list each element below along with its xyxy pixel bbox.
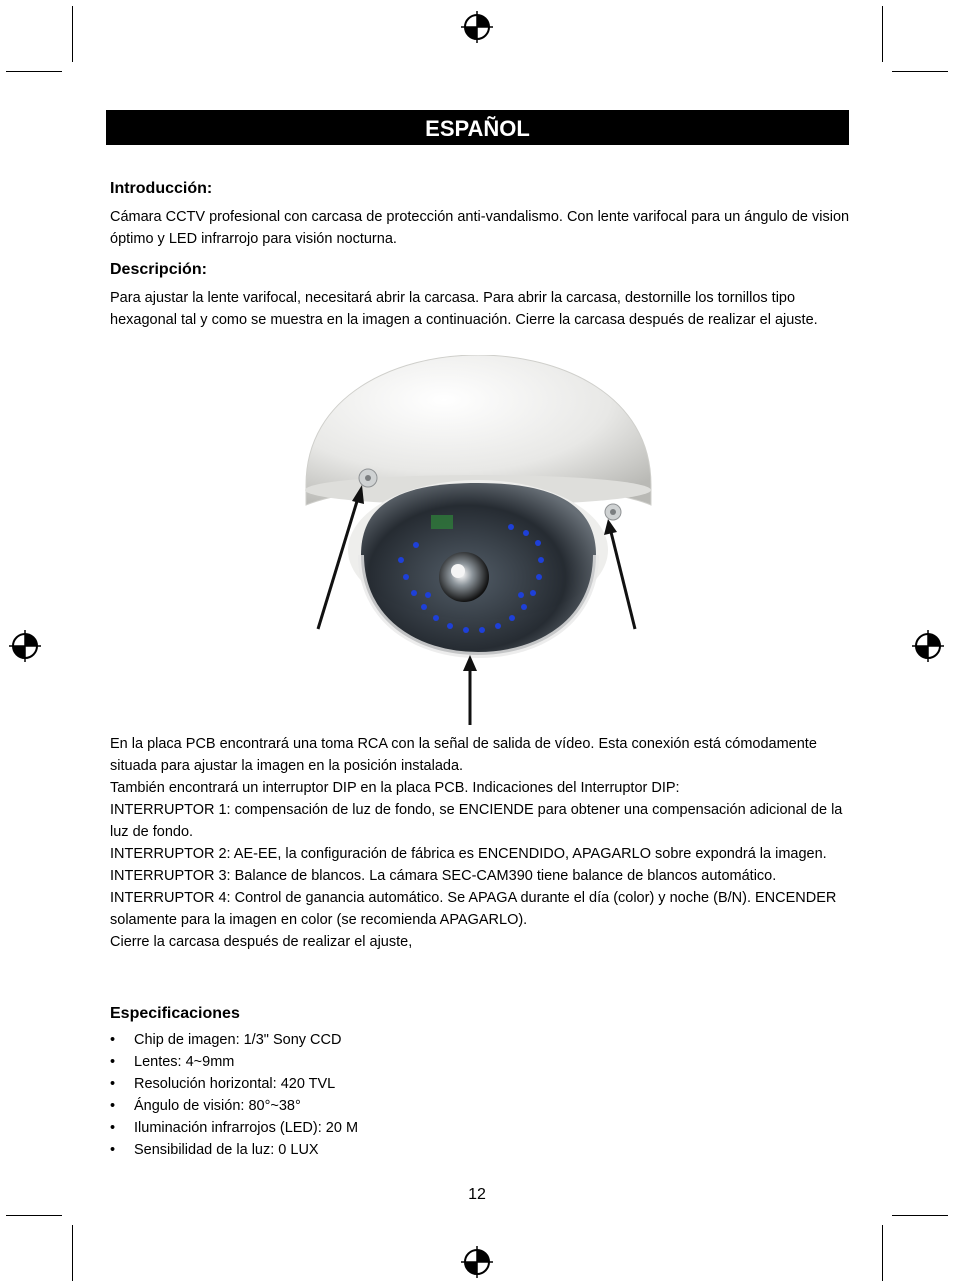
crop-mark	[72, 6, 73, 62]
bullet-icon: •	[110, 1142, 116, 1158]
crop-mark	[882, 6, 883, 62]
list-item: • Ángulo de visión: 80°~38°	[110, 1095, 810, 1117]
bullet-icon: •	[110, 1076, 116, 1092]
bullet-icon: •	[110, 1120, 116, 1136]
specs-list	[110, 1029, 810, 1161]
list-item: • Chip de imagen: 1/3" Sony CCD	[110, 1029, 810, 1051]
language-banner: ESPAÑOL	[106, 110, 849, 145]
page-number: 12	[468, 1186, 486, 1203]
list-item: • Resolución horizontal: 420 TVL	[110, 1073, 810, 1095]
intro-text: Cámara CCTV profesional con carcasa de protección anti-vandalismo. Con lente varifocal para un ángulo de vision óptimo y LED infrarrojo para visión nocturna.	[110, 209, 850, 247]
crop-mark	[892, 71, 948, 72]
camera-lens	[439, 552, 489, 602]
registration-mark-icon	[460, 10, 494, 44]
arrow-right	[611, 532, 635, 629]
registration-mark-icon	[8, 629, 42, 663]
detail-paragraph: INTERRUPTOR 1: compensación de luz de fondo, se ENCIENDE para obtener una compensación adicional de la luz de fondo.	[110, 802, 843, 840]
detail-paragraph: INTERRUPTOR 3: Balance de blancos. La cámara SEC-CAM390 tiene balance de blancos automático.	[110, 868, 777, 884]
specs-heading: Especificaciones	[110, 1005, 240, 1022]
list-item: • Iluminación infrarrojos (LED): 20 M	[110, 1117, 810, 1139]
list-item: • Lentes: 4~9mm	[110, 1051, 810, 1073]
intro-heading: Introducción:	[110, 180, 213, 197]
dip-switch-text	[110, 733, 855, 953]
description-heading: Descripción:	[110, 261, 207, 278]
intro-content	[110, 178, 850, 340]
detail-paragraph: También encontrará un interruptor DIP en la placa PCB. Indicaciones del Interruptor DIP:	[110, 780, 680, 796]
intro-section	[110, 178, 850, 250]
description-text: Para ajustar la lente varifocal, necesitará abrir la carcasa. Para abrir la carcasa, destornille los tornillos tipo hexagonal tal y como se muestra en la imagen a continuación. Cierre la carcasa después de realizar el ajuste.	[110, 290, 818, 328]
description-section	[110, 259, 850, 331]
bullet-icon: •	[110, 1054, 116, 1070]
crop-mark	[72, 1225, 73, 1281]
crop-mark	[6, 71, 62, 72]
detail-paragraph: En la placa PCB encontrará una toma RCA con la señal de salida de vídeo. Esta conexión está cómodamente situada para ajustar la imagen en la posición instalada.	[110, 736, 817, 774]
detail-paragraph: Cierre la carcasa después de realizar el ajuste,	[110, 934, 413, 950]
dome-camera-figure	[106, 355, 849, 730]
bullet-icon: •	[110, 1098, 116, 1114]
detail-paragraph: INTERRUPTOR 4: Control de ganancia automático. Se APAGA durante el día (color) y noche (B/N). ENCENDER solamente para la imagen en color (se recomienda APAGARLO).	[110, 890, 837, 928]
bullet-icon: •	[110, 1032, 116, 1048]
crop-mark	[892, 1215, 948, 1216]
list-item: • Sensibilidad de la luz: 0 LUX	[110, 1139, 810, 1161]
crop-mark	[882, 1225, 883, 1281]
registration-mark-icon	[460, 1245, 494, 1279]
crop-mark	[6, 1215, 62, 1216]
specs-section	[110, 1003, 810, 1161]
detail-paragraph: INTERRUPTOR 2: AE-EE, la configuración de fábrica es ENCENDIDO, APAGARLO sobre expondrá la imagen.	[110, 846, 827, 862]
registration-mark-icon	[911, 629, 945, 663]
